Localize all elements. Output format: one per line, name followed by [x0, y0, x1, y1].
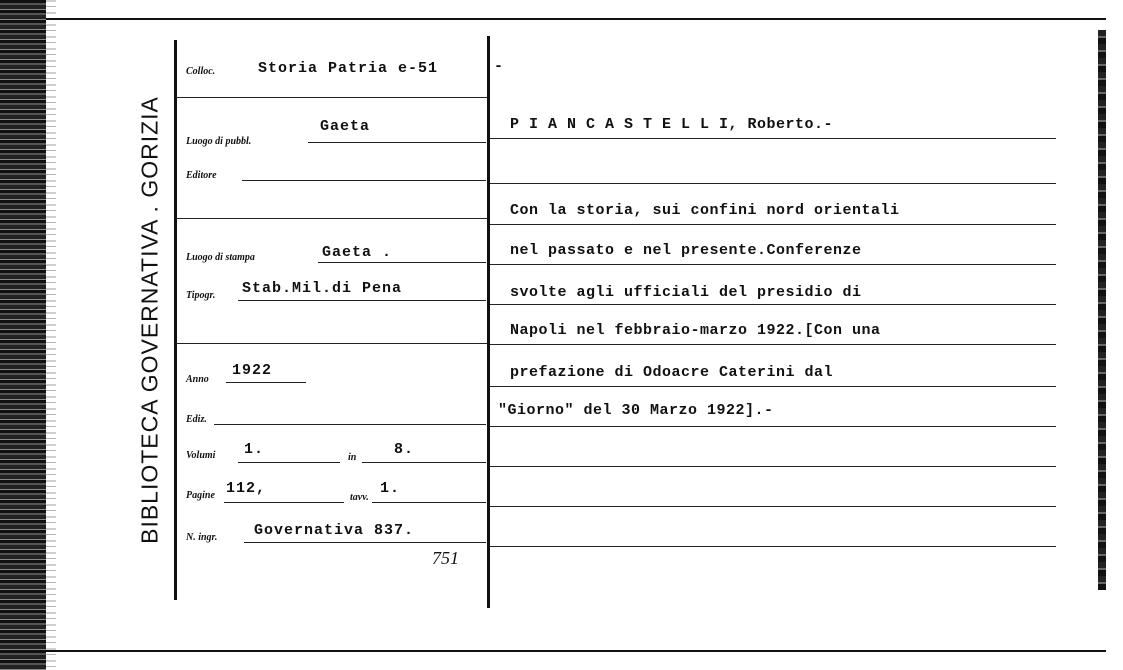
in-value: 8.: [394, 441, 415, 458]
anno-label: Anno: [186, 374, 209, 385]
in-label: in: [348, 452, 357, 463]
luogo-pubbl-value: Gaeta: [320, 118, 371, 135]
library-vertical-title: BIBLIOTECA GOVERNATIVA . GORIZIA: [136, 96, 163, 544]
rule: [242, 180, 486, 181]
rule: [226, 382, 306, 383]
rule: [214, 424, 486, 425]
rule: [176, 97, 487, 98]
n-ingr-value: Governativa 837.: [254, 522, 415, 539]
rule: [238, 300, 486, 301]
column-divider-middle: [487, 36, 490, 608]
tavole-value: 1.: [380, 480, 401, 497]
rule: [490, 138, 1056, 139]
scan-edge-left-shadow: [46, 0, 56, 670]
pagine-label: Pagine: [186, 490, 215, 501]
title-line-6: "Giorno" del 30 Marzo 1922].-: [498, 402, 774, 419]
scan-edge-left: [0, 0, 46, 670]
handwritten-number: 751: [432, 548, 459, 568]
rule: [490, 264, 1056, 265]
anno-value: 1922: [232, 362, 273, 379]
n-ingr-label: N. ingr.: [186, 532, 218, 543]
rule: [362, 462, 486, 463]
title-line-4: Napoli nel febbraio-marzo 1922.[Con una: [510, 322, 881, 339]
collocazione-label: Colloc.: [186, 66, 216, 77]
rule: [490, 466, 1056, 467]
title-line-2: nel passato e nel presente.Conferenze: [510, 242, 862, 259]
rule: [490, 304, 1056, 305]
author-heading: P I A N C A S T E L L I, Roberto.-: [510, 116, 834, 133]
rule: [244, 542, 486, 543]
rule: [176, 218, 487, 219]
ediz-label: Ediz.: [186, 414, 207, 425]
collocazione-suffix: -: [494, 58, 505, 75]
volumi-label: Volumi: [186, 450, 216, 461]
rule: [490, 344, 1056, 345]
collocazione-value: Storia Patria e-51: [258, 60, 439, 77]
card-top-border: [46, 18, 1106, 20]
title-line-3: svolte agli ufficiali del presidio di: [510, 284, 862, 301]
rule: [490, 546, 1056, 547]
rule: [238, 462, 340, 463]
rule: [224, 502, 344, 503]
rule: [490, 426, 1056, 427]
rule: [490, 224, 1056, 225]
rule: [318, 262, 486, 263]
pagine-value: 112,: [226, 480, 267, 497]
rule: [490, 183, 1056, 184]
volumi-value: 1.: [244, 441, 265, 458]
tipogr-label: Tipogr.: [186, 290, 216, 301]
rule: [308, 142, 486, 143]
tavole-label: tavv.: [350, 492, 369, 503]
rule: [490, 506, 1056, 507]
column-divider-left: [174, 40, 177, 600]
luogo-stampa-value: Gaeta .: [322, 244, 393, 261]
tipogr-value: Stab.Mil.di Pena: [242, 280, 403, 297]
title-line-1: Con la storia, sui confini nord orientali: [510, 202, 900, 219]
rule: [490, 386, 1056, 387]
rule: [372, 502, 486, 503]
luogo-pubbl-label: Luogo di pubbl.: [186, 136, 252, 147]
scan-edge-right: [1098, 30, 1106, 590]
editore-label: Editore: [186, 170, 217, 181]
title-line-5: prefazione di Odoacre Caterini dal: [510, 364, 834, 381]
rule: [176, 343, 487, 344]
card-bottom-border: [46, 650, 1106, 652]
luogo-stampa-label: Luogo di stampa: [186, 252, 255, 263]
